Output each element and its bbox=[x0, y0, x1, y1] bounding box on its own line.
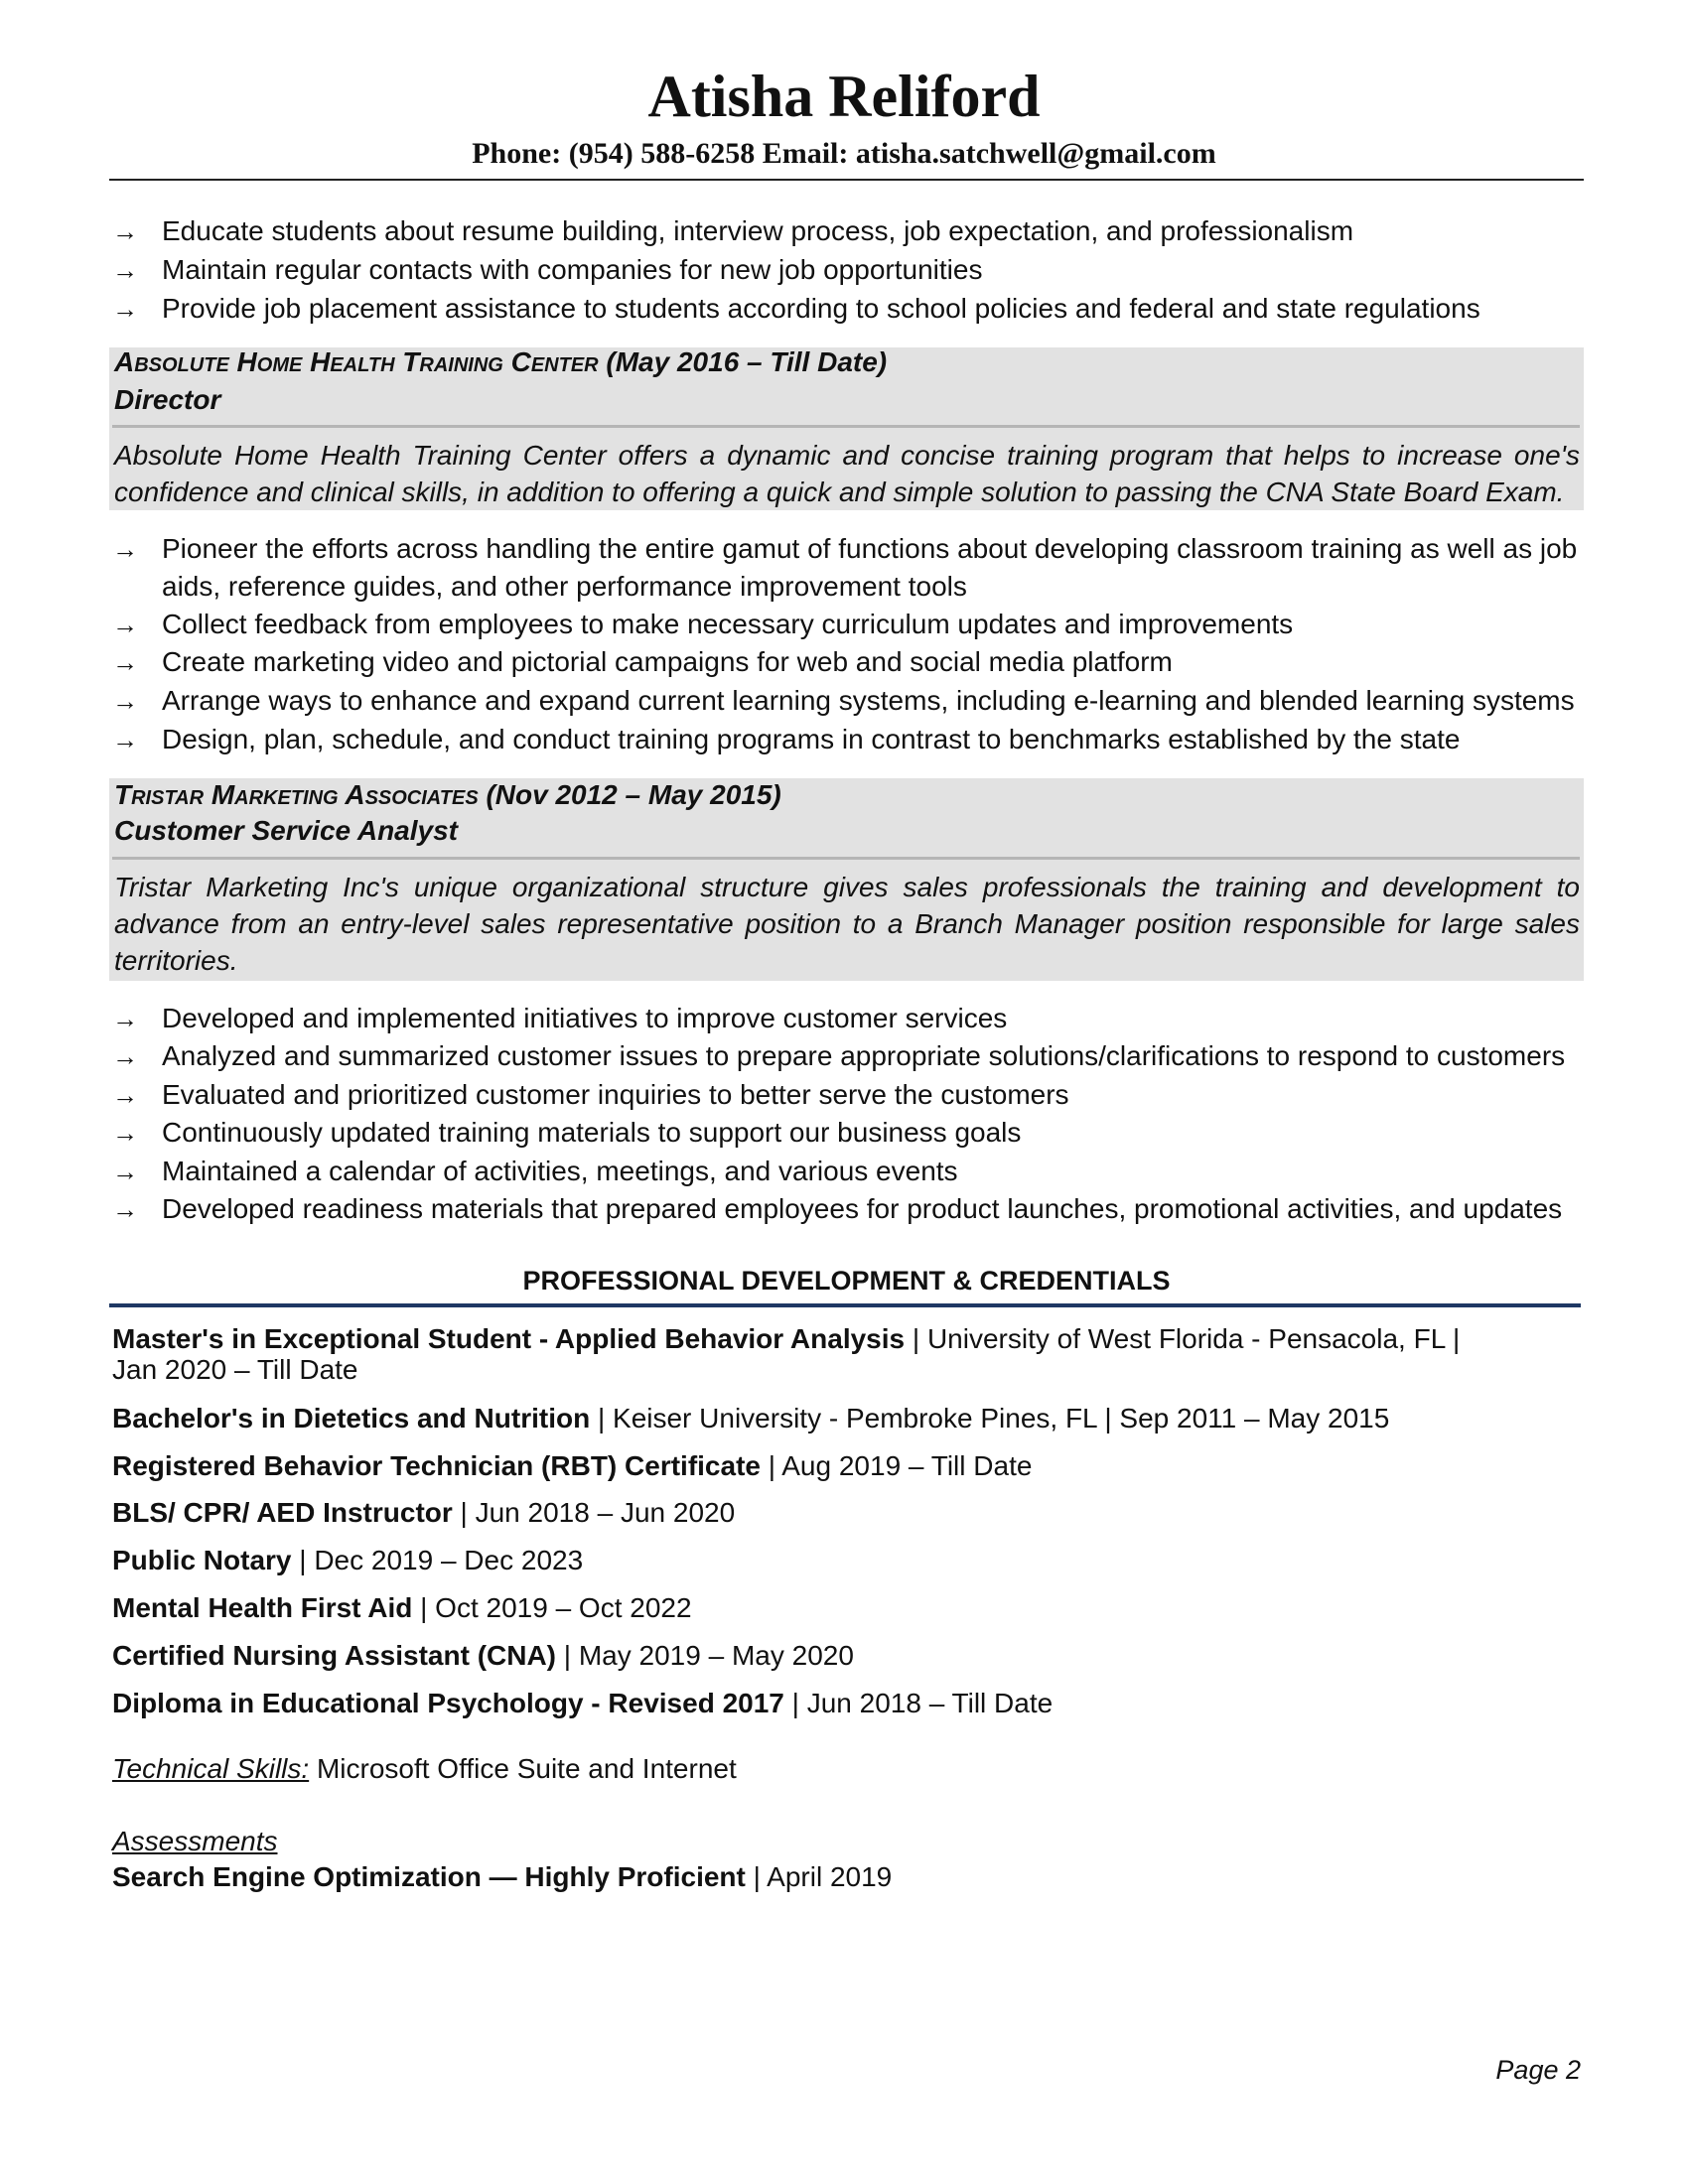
arrow-bullet-icon: → bbox=[112, 216, 138, 246]
list-item: → Collect feedback from employees to make necessary curriculum updates and improvements bbox=[112, 606, 1582, 643]
list-item: → Create marketing video and pictorial campaigns for web and social media platform bbox=[112, 643, 1582, 681]
credential-item: Mental Health First Aid | Oct 2019 – Oct 2022 bbox=[112, 1592, 692, 1623]
credential-item-cont: Jan 2020 – Till Date bbox=[112, 1354, 358, 1385]
arrow-bullet-icon: → bbox=[112, 1080, 138, 1110]
section-divider bbox=[109, 1303, 1581, 1307]
list-item: → Maintain regular contacts with companies for new job opportunities bbox=[112, 251, 1582, 289]
arrow-bullet-icon: → bbox=[112, 647, 138, 677]
job-separator bbox=[112, 425, 1580, 428]
assessments-label: Assessments bbox=[112, 1826, 278, 1856]
arrow-bullet-icon: → bbox=[112, 1004, 138, 1033]
job-description: Tristar Marketing Inc's unique organizational structure gives sales professionals the training and development to advance from an entry-level sales representative position to a Branch Manager position responsible for large sales territories. bbox=[114, 872, 1580, 976]
page-number: Page 2 bbox=[1495, 2055, 1581, 2085]
technical-skills: Technical Skills: Microsoft Office Suite and Internet bbox=[112, 1753, 737, 1784]
credential-item: Diploma in Educational Psychology - Revised 2017 | Jun 2018 – Till Date bbox=[112, 1688, 1054, 1718]
credential-item: Master's in Exceptional Student - Applied Behavior Analysis | University of West Florida - Pensacola, FL | bbox=[112, 1323, 1461, 1354]
section-heading: PROFESSIONAL DEVELOPMENT & CREDENTIALS bbox=[522, 1266, 1171, 1296]
job-company: Absolute Home Health Training Center (May 2016 – Till Date) bbox=[114, 346, 888, 377]
arrow-bullet-icon: → bbox=[112, 1194, 138, 1224]
list-item: → Design, plan, schedule, and conduct training programs in contrast to benchmarks established by the state bbox=[112, 721, 1582, 758]
list-item: → Pioneer the efforts across handling the entire gamut of functions about developing classroom training as well as job aids, reference guides, and other performance improvement tools bbox=[112, 530, 1582, 606]
credential-item: Certified Nursing Assistant (CNA) | May 2019 – May 2020 bbox=[112, 1640, 854, 1671]
credential-item: Public Notary | Dec 2019 – Dec 2023 bbox=[112, 1545, 584, 1575]
job-role: Customer Service Analyst bbox=[114, 815, 458, 846]
assessment-item: Search Engine Optimization — Highly Proficient | April 2019 bbox=[112, 1861, 893, 1892]
arrow-bullet-icon: → bbox=[112, 534, 138, 564]
list-item: → Provide job placement assistance to students according to school policies and federal and state regulations bbox=[112, 290, 1582, 328]
list-item: → Analyzed and summarized customer issues to prepare appropriate solutions/clarifications to respond to customers bbox=[112, 1037, 1582, 1075]
contact-line: Phone: (954) 588-6258 Email: atisha.satchwell@gmail.com bbox=[472, 137, 1216, 170]
list-item: → Evaluated and prioritized customer inquiries to better serve the customers bbox=[112, 1076, 1582, 1114]
arrow-bullet-icon: → bbox=[112, 686, 138, 716]
list-item: → Developed and implemented initiatives to improve customer services bbox=[112, 1000, 1582, 1037]
arrow-bullet-icon: → bbox=[112, 1157, 138, 1186]
header-divider bbox=[109, 179, 1584, 181]
arrow-bullet-icon: → bbox=[112, 725, 138, 754]
credential-item: BLS/ CPR/ AED Instructor | Jun 2018 – Jun 2020 bbox=[112, 1497, 736, 1528]
arrow-bullet-icon: → bbox=[112, 1041, 138, 1071]
job-role: Director bbox=[114, 384, 221, 415]
candidate-name: Atisha Reliford bbox=[647, 64, 1041, 129]
credential-item: Registered Behavior Technician (RBT) Certificate | Aug 2019 – Till Date bbox=[112, 1450, 1033, 1481]
list-item: → Continuously updated training materials to support our business goals bbox=[112, 1114, 1582, 1152]
list-item: → Maintained a calendar of activities, meetings, and various events bbox=[112, 1153, 1582, 1190]
arrow-bullet-icon: → bbox=[112, 610, 138, 639]
arrow-bullet-icon: → bbox=[112, 294, 138, 324]
list-item: → Developed readiness materials that prepared employees for product launches, promotional activities, and updates bbox=[112, 1190, 1582, 1228]
job-company: Tristar Marketing Associates (Nov 2012 – May 2015) bbox=[114, 779, 781, 810]
arrow-bullet-icon: → bbox=[112, 1118, 138, 1148]
job-separator bbox=[112, 857, 1580, 860]
list-item: → Educate students about resume building, interview process, job expectation, and professionalism bbox=[112, 212, 1582, 250]
arrow-bullet-icon: → bbox=[112, 255, 138, 285]
credential-item: Bachelor's in Dietetics and Nutrition | Keiser University - Pembroke Pines, FL | Sep 2011 – May 2015 bbox=[112, 1403, 1390, 1433]
job-description: Absolute Home Health Training Center offers a dynamic and concise training program that helps to increase one's confidence and clinical skills, in addition to offering a quick and simple solution to passing the CNA State Board Exam. bbox=[114, 440, 1580, 507]
list-item: → Arrange ways to enhance and expand current learning systems, including e-learning and blended learning systems bbox=[112, 682, 1582, 720]
